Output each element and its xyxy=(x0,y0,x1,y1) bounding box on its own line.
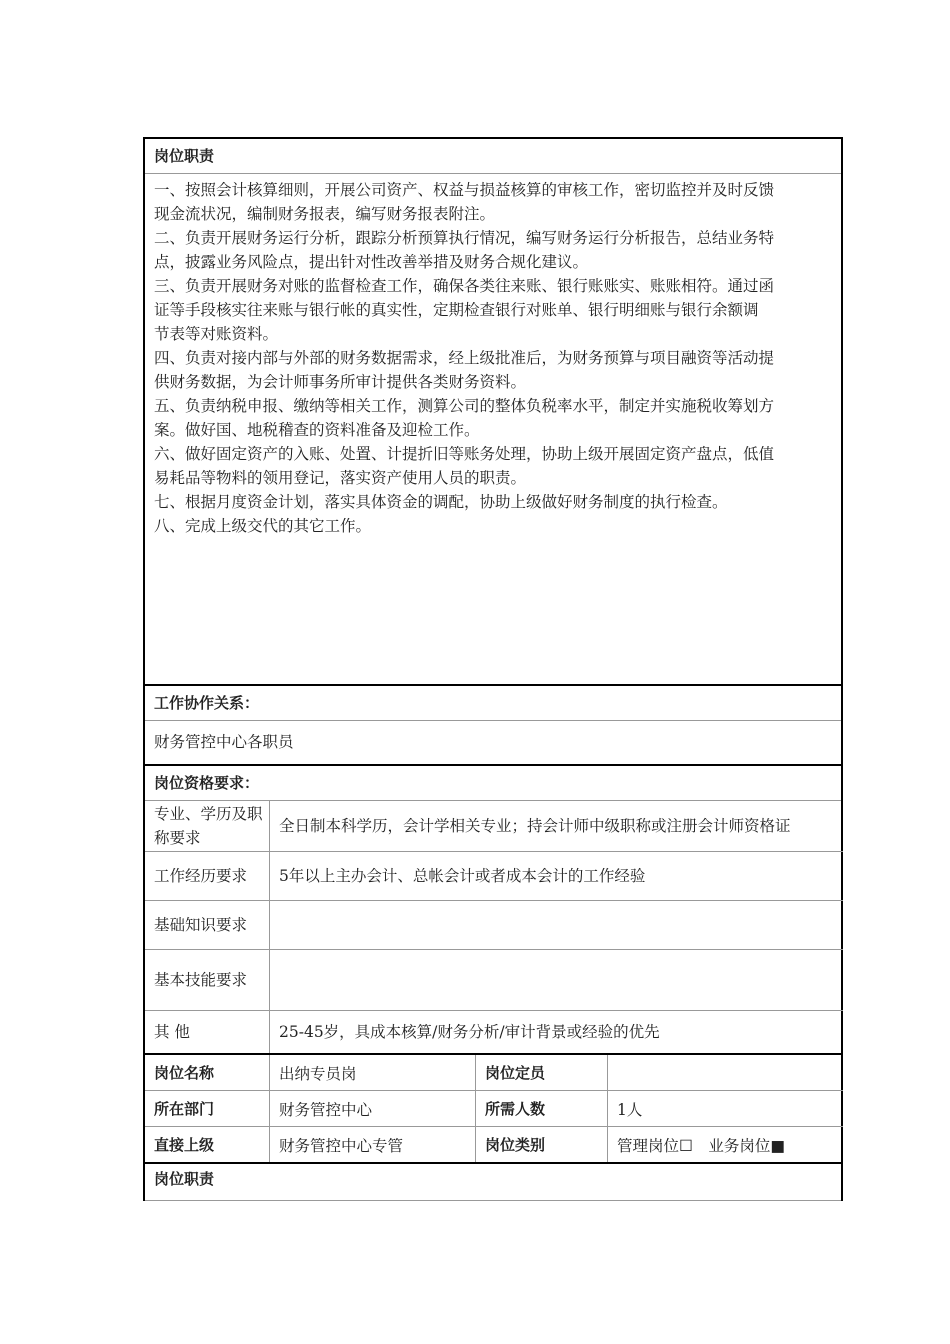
duty-line: 六、做好固定资产的入账、处置、计提折旧等账务处理，协助上级开展固定资产盘点，低值 xyxy=(154,445,775,463)
qual-label: 基础知识要求 xyxy=(145,901,270,950)
duty-line: 供财务数据，为会计师事务所审计提供各类财务资料。 xyxy=(154,373,527,391)
duty-line: 点，披露业务风险点，提出针对性改善举措及财务合规化建议。 xyxy=(154,253,589,271)
qual-label: 基本技能要求 xyxy=(145,950,270,1011)
collaboration-value: 财务管控中心各职员 xyxy=(145,721,841,766)
qual-label: 工作经历要求 xyxy=(145,852,270,901)
qualification-table xyxy=(145,801,841,1053)
duty-line: 易耗品等物料的领用登记，落实资产使用人员的职责。 xyxy=(154,469,527,487)
dept-value: 财务管控中心 xyxy=(270,1091,476,1127)
duty-line: 七、根据月度资金计划，落实具体资金的调配，协助上级做好财务制度的执行检查。 xyxy=(154,493,728,511)
qualification-title: 岗位资格要求： xyxy=(145,766,841,801)
qual-label: 其 他 xyxy=(145,1011,270,1053)
qual-value xyxy=(270,901,843,950)
duties-title-2: 岗位职责 xyxy=(145,1162,841,1201)
duty-line: 四、负责对接内部与外部的财务数据需求，经上级批准后，为财务预算与项目融资等活动提 xyxy=(154,349,775,367)
headcount-value: 1人 xyxy=(608,1091,843,1127)
qual-value xyxy=(270,950,843,1011)
qual-value: 5年以上主办会计、总帐会计或者成本会计的工作经验 xyxy=(270,852,843,901)
collaboration-section xyxy=(143,686,843,766)
duties-body xyxy=(145,174,841,538)
qual-value: 25-45岁，具成本核算/财务分析/审计背景或经验的优先 xyxy=(279,1023,660,1041)
duty-line: 现金流状况，编制财务报表，编写财务报表附注。 xyxy=(154,205,496,223)
qual-label: 专业、学历及职称要求 xyxy=(145,801,270,852)
duty-line: 证等手段核实往来账与银行帐的真实性，定期检查银行对账单、银行明细账与银行余额调 xyxy=(154,301,759,319)
duty-line: 一、按照会计核算细则，开展公司资产、权益与损益核算的审核工作，密切监控并及时反馈 xyxy=(154,181,775,199)
superior-label: 直接上级 xyxy=(145,1127,270,1162)
post-type-label: 岗位类别 xyxy=(476,1127,608,1162)
collaboration-title: 工作协作关系： xyxy=(145,686,841,721)
post-name-value: 出纳专员岗 xyxy=(270,1055,476,1091)
post-name-label: 岗位名称 xyxy=(145,1055,270,1091)
duty-line: 三、负责开展财务对账的监督检查工作，确保各类往来账、银行账账实、账账相符。通过函 xyxy=(154,277,775,295)
duty-line: 案。做好国、地税稽查的资料准备及迎检工作。 xyxy=(154,421,480,439)
duty-line: 节表等对账资料。 xyxy=(154,325,279,343)
post-quota-label: 岗位定员 xyxy=(476,1055,608,1091)
post-info-table xyxy=(145,1053,841,1162)
qualification-section xyxy=(143,766,843,1053)
post-type-value: 管理岗位☐ 业务岗位■ xyxy=(617,1136,786,1155)
duty-line: 二、负责开展财务运行分析，跟踪分析预算执行情况，编写财务运行分析报告，总结业务特 xyxy=(154,229,775,247)
superior-value: 财务管控中心专管 xyxy=(270,1127,476,1162)
duties-section xyxy=(143,137,843,686)
headcount-label: 所需人数 xyxy=(476,1091,608,1127)
job-description-document xyxy=(143,137,843,1201)
qual-value: 全日制本科学历，会计学相关专业；持会计师中级职称或注册会计师资格证 xyxy=(270,801,843,852)
duty-line: 八、完成上级交代的其它工作。 xyxy=(154,517,372,535)
post-quota-value xyxy=(608,1055,843,1091)
post-info-section xyxy=(143,1053,843,1201)
dept-label: 所在部门 xyxy=(145,1091,270,1127)
duties-title: 岗位职责 xyxy=(145,139,841,174)
duty-line: 五、负责纳税申报、缴纳等相关工作，测算公司的整体负税率水平，制定并实施税收筹划方 xyxy=(154,397,775,415)
